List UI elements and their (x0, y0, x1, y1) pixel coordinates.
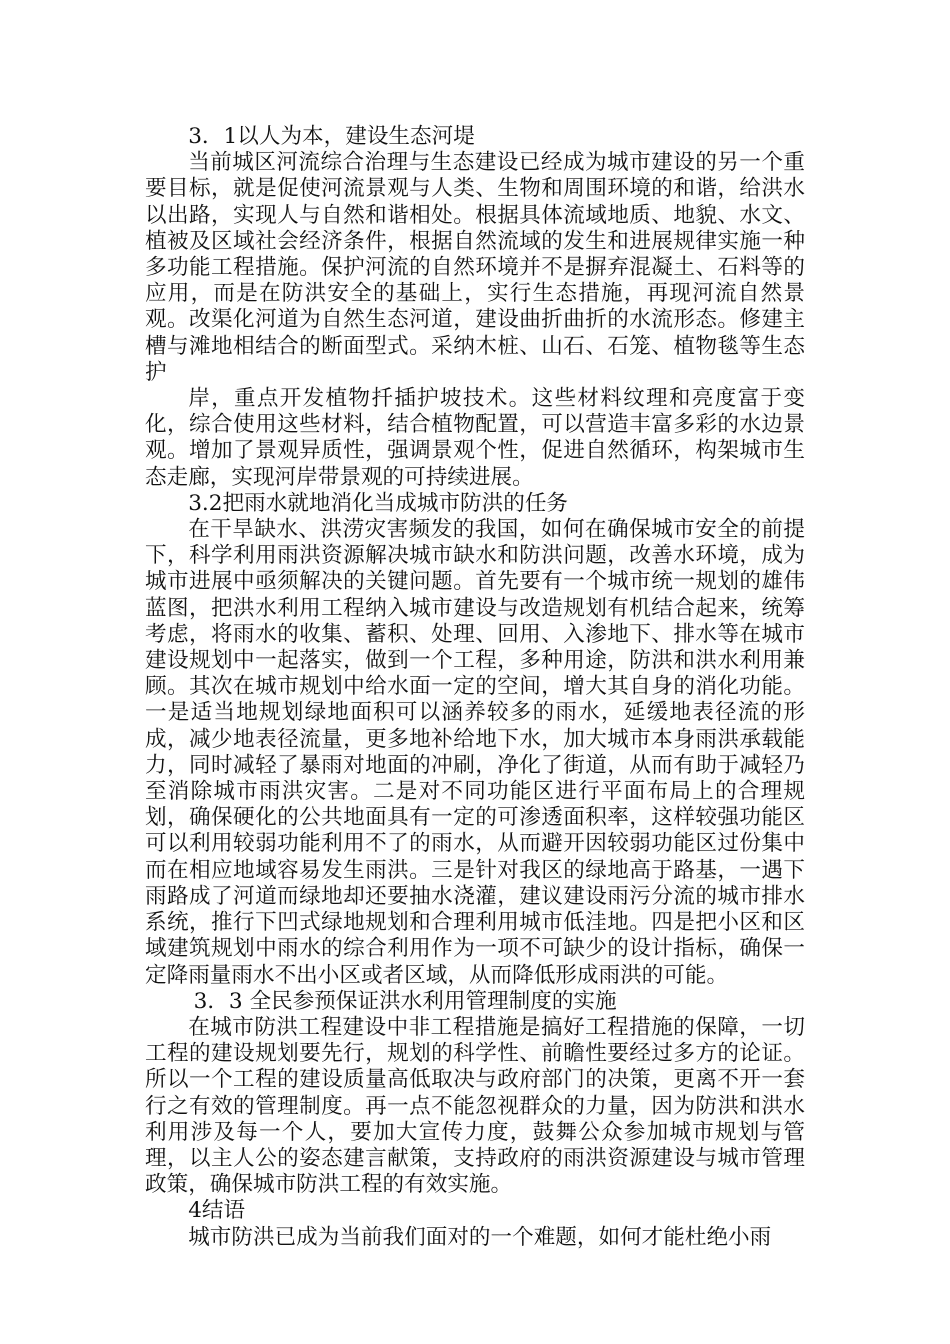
section-heading-3-2: 3.2把雨水就地消化当成城市防洪的任务 (188, 490, 569, 516)
paragraph-bank-protection: 岸，重点开发植物扦插护坡技术。这些材料纹理和亮度富于变化，综合使用这些材料，结合植物配置，可以营造丰富多彩的水边景观。增加了景观异质性，强调景观个性，促进自然循环，构架城市生态走廊，实现河岸带景观的可持续进展。 (145, 386, 805, 490)
section-heading-4: 4结语 (188, 1198, 246, 1224)
section-heading-3-1: 3．1以人为本，建设生态河堤 (188, 124, 475, 149)
paragraph-conclusion: 城市防洪已成为当前我们面对的一个难题，如何才能杜绝小雨 (188, 1224, 772, 1250)
section-heading-3-3: 3．3 全民参预保证洪水利用管理制度的实施 (193, 988, 617, 1014)
document-body (145, 124, 805, 1251)
paragraph-ecological-embankment: 当前城区河流综合治理与生态建设已经成为城市建设的另一个重要目标，就是促使河流景观与人类、生物和周围环境的和谐，给洪水以出路，实现人与自然和谐相处。根据具体流域地质、地貌、水文、植被及区域社会经济条件，根据自然流域的发生和进展规律实施一种多功能工程措施。保护河流的自然环境并不是摒弃混凝土、石料等的应用，而是在防洪安全的基础上，实行生态措施，再现河流自然景观。改渠化河道为自然生态河道，建设曲折曲折的水流形态。修建主槽与滩地相结合的断面型式。采纳木桩、山石、石笼、植物毯等生态护 (145, 150, 805, 385)
paragraph-management-system: 在城市防洪工程建设中非工程措施是搞好工程措施的保障，一切工程的建设规划要先行，规划的科学性、前瞻性要经过多方的论证。所以一个工程的建设质量高低取决与政府部门的决策，更离不开一套行之有效的管理制度。再一点不能忽视群众的力量，因为防洪和洪水利用涉及每一个人，要加大宣传力度，鼓舞公众参加城市规划与管理，以主人公的姿态建言献策，支持政府的雨洪资源建设与城市管理政策，确保城市防洪工程的有效实施。 (145, 1014, 805, 1198)
paragraph-rainwater-digestion: 在干旱缺水、洪涝灾害频发的我国，如何在确保城市安全的前提下，科学利用雨洪资源解决城市缺水和防洪问题，改善水环境，成为城市进展中亟须解决的关键问题。首先要有一个城市统一规划的雄伟蓝图，把洪水利用工程纳入城市建设与改造规划有机结合起来，统筹考虑，将雨水的收集、蓄积、处理、回用、入渗地下、排水等在城市建设规划中一起落实，做到一个工程，多种用途，防洪和洪水利用兼顾。其次在城市规划中给水面一定的空间，增大其自身的消化功能。一是适当地规划绿地面积可以涵养较多的雨水，延缓地表径流的形成，减少地表径流量，更多地补给地下水，加大城市本身雨洪承载能力，同时减轻了暴雨对地面的冲刷，净化了街道，从而有助于减轻乃至消除城市雨洪灾害。二是对不同功能区进行平面布局上的合理规划，确保硬化的公共地面具有一定的可渗透面积率，这样较强功能区可以利用较弱功能利用不了的雨水，从而避开因较弱功能区过份集中而在相应地域容易发生雨洪。三是针对我区的绿地高于路基，一遇下雨路成了河道而绿地却还要抽水浇灌，建议建设雨污分流的城市排水系统，推行下凹式绿地规划和合理利用城市低洼地。四是把小区和区域建筑规划中雨水的综合利用作为一项不可缺少的设计指标，确保一定降雨量雨水不出小区或者区域，从而降低形成雨洪的可能。 (145, 517, 805, 988)
